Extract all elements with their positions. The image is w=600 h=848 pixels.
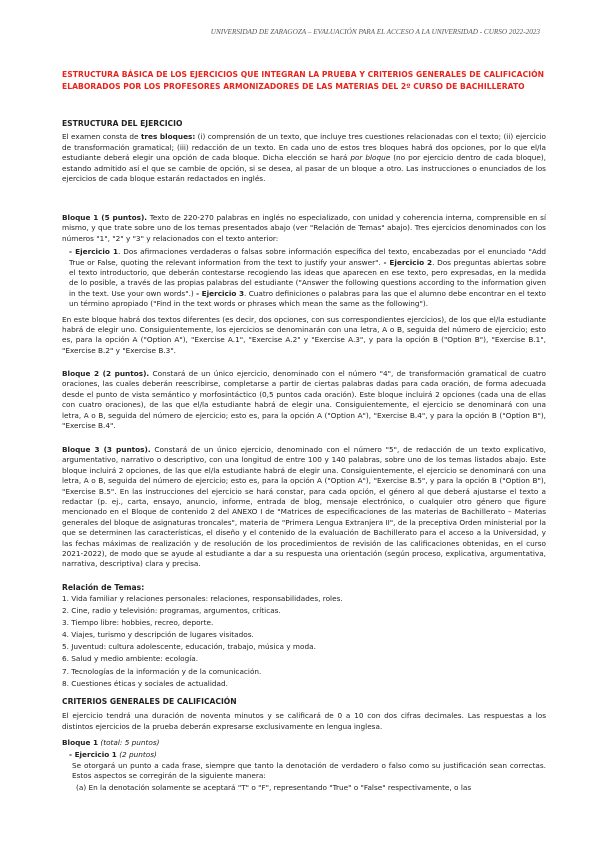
text-run: . Dos afirmaciones verdaderas o falsas sobre información específica del texto, encabezadas por el enunciado "Add True or False, quoting the relevant information from the text to justify your answer".: [69, 247, 546, 267]
estructura-heading: ESTRUCTURA DEL EJERCICIO: [62, 119, 183, 128]
list-item: 7. Tecnologías de la información y de la comunicación.: [62, 666, 262, 676]
ejercicio3-label: - Ejercicio 3: [196, 288, 245, 298]
text-run-italic: (total: 5 puntos): [98, 738, 160, 748]
list-item: 2. Cine, radio y televisión: programas, argumentos, críticas.: [62, 606, 281, 616]
list-item: 4. Viajes, turismo y descripción de lugares visitados.: [62, 630, 254, 640]
document-title: ESTRUCTURA BÁSICA DE LOS EJERCICIOS QUE INTEGRAN LA PRUEBA Y CRITERIOS GENERALES DE CALIFICACIÓN ELABORADOS POR LOS PROFESORES ARMONIZADORES DE LAS MATERIAS DEL 2º CURSO DE BACHILLERATO: [62, 70, 544, 91]
text-run: . Cuatro definiciones o palabras para las que el alumno debe encontrar en el texto un término apropiado ("Find in the text words or phrases which mean the same as the following").: [69, 288, 546, 309]
criterios-p1: Se otorgará un punto a cada frase, siempre que tanto la denotación de verdadero o falso como su justificación sean correctas. Estos aspectos se corregirán de la siguiente manera:: [72, 761, 546, 781]
bloque3-section: [62, 445, 546, 570]
text-run: Constará de un único ejercicio, denominado con el número "5", de redacción de un texto explicativo, argumentativo, narrativo o descriptivo, con una longitud de entre 100 y 140 palabras, sobre uno de los temas listados abajo. Este bloque incluirá 2 opciones, de las que el/la estudiante habrá de elegir una. Consiguientemente, el ejercicio se denominará con una letra, A o B, seguida del número de ejercicio; esto es, para la opción A ("Option A"), "Exercise B.5", y para la opción B ("Option B"), "Exercise B.5". En las instrucciones del ejercicio se hará constar, para cada opción, el género al que deberá ajustarse el texto a redactar (p. ej., carta, ensayo, anuncio, informe, entrada de blog, mensaje electrónico, o cualquier otro género que figure mencionado en el Bloque de contenido 2 del ANEXO I de "Matrices de especificaciones de las materias de Bachillerato – Materias generales del bloque de asignaturas troncales", materia de "Primera Lengua Extranjera II", de la preceptiva Orden ministerial por la que se determinen las características, el diseño y el contenido de la evaluación de Bachillerato para el acceso a la Universidad, y las fechas máximas de realización y de resolución de los procedimientos de revisión de las calificaciones obtenidas, en el curso 2021-2022), de modo que se ayude al estudiante a dar a su respuesta una orientación (según proceso, explicativa, argumentativa, narrativa, descriptiva) clara y precisa.: [62, 445, 546, 569]
list-item: 1. Vida familiar y relaciones personales: relaciones, responsabilidades, roles.: [62, 594, 343, 603]
criterios-intro: El ejercicio tendrá una duración de noventa minutos y se calificará de 0 a 10 con dos cifras decimales. Las respuestas a los distintos ejercicios de la prueba deberán expresarse exclusivamente en lengua inglesa.: [62, 711, 546, 731]
ejercicio1-label: - Ejercicio 1: [69, 247, 119, 257]
text-run-bold: tres bloques:: [140, 132, 196, 142]
text-run: El examen consta de: [62, 132, 141, 142]
criterios-ejercicio-label: - Ejercicio 1: [69, 749, 117, 759]
text-run: Constará de un único ejercicio, denominado con el número "4", de transformación gramatical de cuatro oraciones, las cuales deberán reescribirse, completarse a partir de ciertas palabras dadas para cada oración, de forma adecuada desde el punto de vista semántico y morfosintáctico (0,5 puntos cada oración). Este bloque incluirá 2 opciones (cada una de ellas con cuatro oraciones), de las que el/la estudiante habrá de elegir una. Consiguientemente, el ejercicio se denominará con una letra, A o B, seguida del número de ejercicio; esto es, para la opción A ("Option A"), "Exercise B.4", y para la opción B ("Option B"), "Exercise B.4".: [62, 369, 546, 431]
page-header: UNIVERSIDAD DE ZARAGOZA – EVALUACIÓN PARA EL ACCESO A LA UNIVERSIDAD - CURSO 2022-2023: [210, 28, 540, 36]
text-run: Texto de 220-270 palabras en inglés no especializado, con unidad y coherencia interna, comprensible en sí mismo, y que trate sobre uno de los temas presentados abajo (ver "Relación de Temas" abajo). Tres ejercicios denominados con los números "1", "2" y "3" y relacionados con el texto anterior:: [62, 213, 546, 243]
criterios-p2: (a) En la denotación solamente se aceptará "T" o "F", representando "True" o "False" respectivamente, o las: [76, 782, 472, 792]
bloque2-section: [62, 369, 546, 431]
bloque1-section: [62, 213, 546, 356]
criterios-bloque1: [62, 738, 546, 748]
criterios-section: [62, 697, 546, 793]
list-item: 6. Salud y medio ambiente: ecología.: [62, 654, 199, 664]
criterios-bloque-label: Bloque 1: [62, 738, 99, 748]
list-item: 5. Juventud: cultura adolescente, educación, trabajo, música y moda.: [62, 642, 316, 652]
list-item: 3. Tiempo libre: hobbies, recreo, deporte.: [62, 618, 214, 628]
bloque1-opciones: En este bloque habrá dos textos diferentes (es decir, dos opciones, con sus correspondientes ejercicios), de los que el/la estudiante habrá de elegir uno. Consiguientemente, los ejercicios se denominarán con una letra, A o B, seguida del número de ejercicio; esto es, para la opción A ("Option A"), "Exercise A.1", "Exercise A.2" y "Exercise A.3", y para la opción B ("Option B"), "Exercise B.1", "Exercise B.2" y "Exercise B.3".: [62, 314, 546, 355]
bloque2-label: Bloque 2 (2 puntos).: [62, 369, 150, 378]
text-run-italic: por bloque: [350, 153, 391, 163]
temas-heading-block: [62, 583, 546, 593]
criterios-ejercicio1: [62, 750, 546, 760]
text-run-italic: (2 puntos): [116, 749, 157, 759]
bloque1-label: Bloque 1 (5 puntos).: [62, 213, 148, 222]
temas-list: [62, 593, 546, 690]
bloque3-paragraph: [62, 445, 546, 570]
bloque3-label: Bloque 3 (3 puntos).: [62, 445, 151, 454]
list-item: 8. Cuestiones éticas y sociales de actualidad.: [62, 678, 228, 688]
temas-heading: Relación de Temas:: [62, 583, 145, 592]
text-run: . Dos preguntas abiertas sobre el texto introductorio, que deberán contestarse recogiendo las ideas que aparecen en ese texto, pero expresadas, en la medida de lo posible, a través de las propias palabras del estudiante ("Answer the following questions according to the information given in the text. Use your own words".): [69, 257, 546, 298]
bloque1-paragraph: [62, 213, 546, 244]
text-run: (i) comprensión de un texto, que incluye tres cuestiones relacionadas con el texto; (ii) ejercicio de transformación gramatical; (iii) redacción de un texto. En cada uno de estos tres bloques habrá dos opciones, por lo que el/la estudiante deberá elegir una opción de cada bloque. Dicha elección se hará: [62, 132, 546, 163]
text-run: (no por ejercicio dentro de cada bloque), estando admitido así el que se cambie de opción, si se desea, al pasar de un bloque a otro. Las instrucciones o enunciados de los ejercicios de cada bloque estarán redactados en inglés.: [62, 153, 546, 184]
estructura-section: [62, 119, 546, 184]
criterios-heading: CRITERIOS GENERALES DE CALIFICACIÓN: [62, 697, 237, 706]
bloque1-ejercicios: [62, 247, 546, 309]
estructura-paragraph: [62, 132, 546, 184]
ejercicio2-label: - Ejercicio 2: [383, 257, 433, 267]
bloque2-paragraph: [62, 369, 546, 431]
